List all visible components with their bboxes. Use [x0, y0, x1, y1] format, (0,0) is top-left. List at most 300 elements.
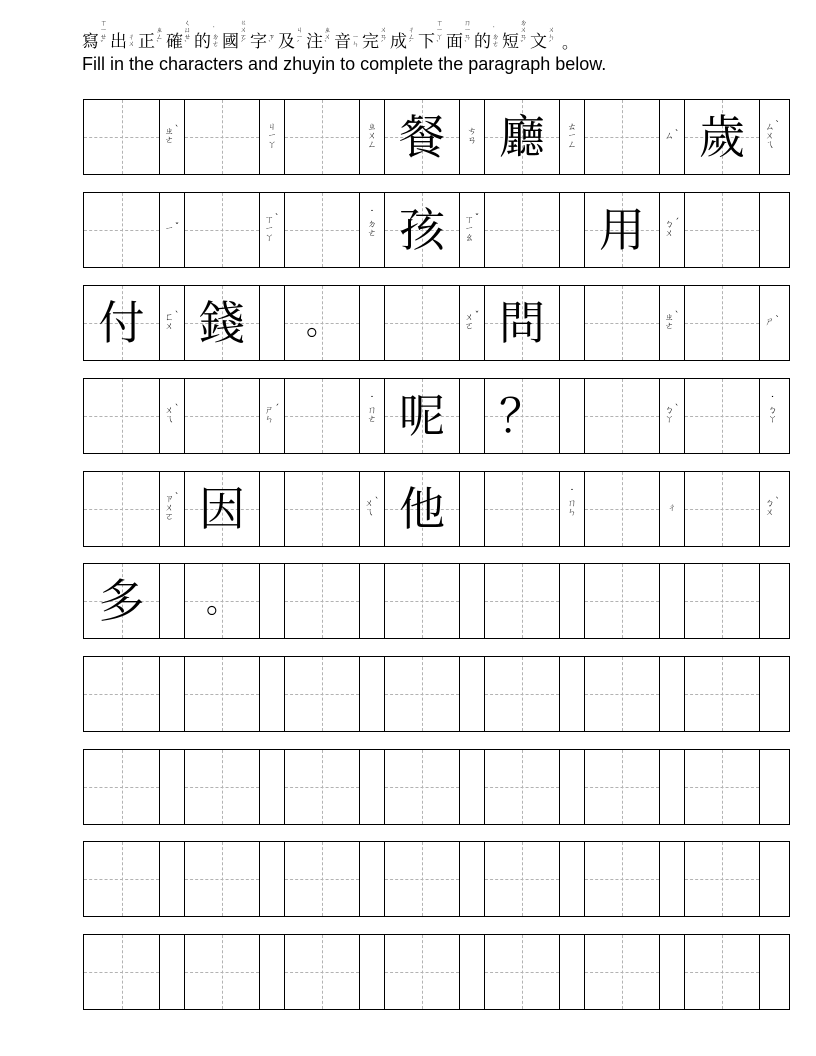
- instruction-zhuyin: ㄍㄨㄛˊ: [240, 19, 247, 48]
- zhuyin-box[interactable]: [660, 842, 685, 916]
- instruction-glyph: [82, 20, 110, 52]
- worksheet-row: [83, 749, 790, 825]
- instruction-zhuyin: ˙ㄉㄜ: [492, 26, 499, 48]
- zhuyin-box[interactable]: [560, 193, 585, 267]
- instruction-glyph: [306, 27, 334, 52]
- zhuyin-box[interactable]: [160, 193, 185, 267]
- instruction-zhuyin: ㄨㄢˊ: [380, 26, 387, 48]
- zhuyin-box[interactable]: [660, 379, 685, 453]
- character-box[interactable]: [84, 564, 160, 638]
- character-unit: [485, 193, 585, 267]
- character-unit: [385, 657, 485, 731]
- character-text: 。: [305, 304, 338, 342]
- character-unit: [685, 842, 785, 916]
- character-text: 。: [205, 582, 238, 620]
- zhuyin-box[interactable]: [360, 564, 385, 638]
- instruction-glyph: [110, 33, 138, 52]
- instruction-glyph: [222, 20, 250, 52]
- character-unit: [285, 935, 385, 1009]
- character-unit: [185, 193, 285, 267]
- zhuyin-box[interactable]: [560, 472, 585, 546]
- character-box[interactable]: [385, 286, 460, 360]
- instruction-zhuyin: ㄒㄧㄝˇ: [100, 19, 107, 48]
- zhuyin-box[interactable]: [160, 564, 185, 638]
- character-unit: [84, 750, 185, 824]
- zhuyin-box[interactable]: [760, 842, 785, 916]
- character-text: 用: [599, 203, 645, 257]
- instruction-en: Fill in the characters and zhuyin to complete the paragraph below.: [82, 54, 607, 74]
- instruction-char: 短: [502, 32, 519, 52]
- zhuyin-box[interactable]: [360, 472, 385, 546]
- instruction-glyph: [418, 20, 446, 52]
- character-unit: [185, 935, 285, 1009]
- worksheet-row: [83, 934, 790, 1010]
- zhuyin-text: ㄔ: [667, 503, 677, 514]
- character-unit: [285, 842, 385, 916]
- zhuyin-box[interactable]: [160, 657, 185, 731]
- character-text: 孩: [399, 203, 445, 257]
- character-box[interactable]: [585, 472, 660, 546]
- instruction-char: 面: [446, 32, 463, 52]
- instruction-char: 下: [418, 32, 435, 52]
- character-box[interactable]: [585, 657, 660, 731]
- character-text: 多: [98, 574, 145, 628]
- zhuyin-box[interactable]: [460, 657, 485, 731]
- character-box[interactable]: [585, 935, 660, 1009]
- character-unit: [685, 935, 785, 1009]
- zhuyin-box[interactable]: [260, 935, 285, 1009]
- character-box[interactable]: [84, 379, 160, 453]
- character-unit: [385, 193, 485, 267]
- zhuyin-box[interactable]: [360, 750, 385, 824]
- character-unit: [285, 472, 385, 546]
- instruction-zhuyin: ㄔㄥˊ: [408, 26, 415, 48]
- zhuyin-box[interactable]: [660, 100, 685, 174]
- character-box[interactable]: [685, 286, 760, 360]
- character-box[interactable]: [285, 842, 360, 916]
- character-unit: [585, 842, 685, 916]
- worksheet-row: [83, 99, 790, 175]
- zhuyin-text: ㄊ ㄧ ㄥ: [567, 122, 577, 151]
- character-box[interactable]: [485, 193, 560, 267]
- character-unit: [585, 379, 685, 453]
- character-unit: [185, 564, 285, 638]
- worksheet-row: [83, 471, 790, 547]
- instruction-char: 音: [334, 32, 351, 52]
- character-box[interactable]: [385, 935, 460, 1009]
- character-unit: [185, 472, 285, 546]
- character-box[interactable]: [185, 564, 260, 638]
- character-box[interactable]: [385, 564, 460, 638]
- zhuyin-box[interactable]: [560, 657, 585, 731]
- zhuyin-text: ㄒ ㄧ ㄚ ˋ: [264, 213, 280, 244]
- character-box[interactable]: [185, 842, 260, 916]
- zhuyin-box[interactable]: [260, 379, 285, 453]
- character-unit: [84, 842, 185, 916]
- zhuyin-text: ㄈ ㄨ ˋ: [164, 311, 180, 332]
- character-box[interactable]: [685, 935, 760, 1009]
- character-unit: [485, 657, 585, 731]
- character-unit: [585, 657, 685, 731]
- instruction-char: 出: [110, 32, 127, 52]
- zhuyin-text: ㄅ ㄚ ˋ: [664, 404, 680, 425]
- zhuyin-box[interactable]: [760, 564, 785, 638]
- character-unit: [585, 286, 685, 360]
- character-box[interactable]: [385, 379, 460, 453]
- character-unit: [485, 564, 585, 638]
- zhuyin-box[interactable]: [160, 935, 185, 1009]
- zhuyin-box[interactable]: [560, 750, 585, 824]
- zhuyin-box[interactable]: [460, 286, 485, 360]
- zhuyin-text: ㄨ ㄟ ˋ: [164, 404, 180, 425]
- instruction-zhuyin: ㄒㄧㄚˋ: [436, 19, 443, 48]
- character-text: 餐: [399, 110, 445, 164]
- instruction-glyph: [390, 27, 418, 52]
- character-box[interactable]: [685, 750, 760, 824]
- character-unit: [285, 193, 385, 267]
- character-unit: [485, 286, 585, 360]
- instruction-char: 的: [194, 32, 211, 52]
- zhuyin-text: ㄓ ㄜ ˋ: [164, 125, 180, 146]
- instruction-zhuyin: ˙ㄉㄜ: [212, 26, 219, 48]
- instruction-char: 國: [222, 32, 239, 52]
- instruction-glyph: [334, 33, 362, 52]
- zhuyin-box[interactable]: [360, 935, 385, 1009]
- zhuyin-box[interactable]: [260, 193, 285, 267]
- character-box[interactable]: [485, 750, 560, 824]
- character-unit: [84, 935, 185, 1009]
- zhuyin-box[interactable]: [660, 935, 685, 1009]
- zhuyin-box[interactable]: [360, 657, 385, 731]
- character-box[interactable]: [185, 472, 260, 546]
- character-unit: [84, 193, 185, 267]
- zhuyin-text: ㄅ ㄨ ˋ: [765, 497, 780, 518]
- zhuyin-text: ㄧ ˇ: [164, 222, 180, 235]
- character-unit: [185, 750, 285, 824]
- zhuyin-box[interactable]: [360, 100, 385, 174]
- character-unit: [84, 657, 185, 731]
- zhuyin-box[interactable]: [460, 842, 485, 916]
- instruction-zhuyin: ㄑㄩㄝˋ: [184, 19, 191, 48]
- instruction-zhuyin: ㄔㄨ: [128, 33, 135, 48]
- character-box[interactable]: [285, 193, 360, 267]
- character-box[interactable]: [84, 193, 160, 267]
- character-box[interactable]: [84, 472, 160, 546]
- character-box[interactable]: [485, 935, 560, 1009]
- character-box[interactable]: [585, 193, 660, 267]
- character-box[interactable]: [185, 193, 260, 267]
- character-box[interactable]: [185, 286, 260, 360]
- zhuyin-box[interactable]: [260, 286, 285, 360]
- instruction-end-mark: 。: [562, 33, 579, 52]
- character-box[interactable]: [485, 379, 560, 453]
- instruction-char: 成: [390, 32, 407, 52]
- character-box[interactable]: [685, 564, 760, 638]
- character-unit: [385, 935, 485, 1009]
- zhuyin-box[interactable]: [760, 193, 785, 267]
- character-unit: [285, 564, 385, 638]
- instruction-glyph: [138, 27, 166, 52]
- character-unit: [84, 564, 185, 638]
- character-unit: [285, 100, 385, 174]
- instruction-zhuyin: ㄉㄨㄢˇ: [520, 19, 527, 48]
- character-unit: [485, 750, 585, 824]
- character-unit: [285, 750, 385, 824]
- character-box[interactable]: [84, 286, 160, 360]
- character-box[interactable]: [585, 842, 660, 916]
- character-unit: [685, 193, 785, 267]
- character-unit: [84, 100, 185, 174]
- character-unit: [685, 657, 785, 731]
- character-unit: [385, 564, 485, 638]
- character-text: 歲: [699, 110, 745, 164]
- character-text: 廳: [499, 110, 545, 164]
- character-unit: [84, 379, 185, 453]
- character-box[interactable]: [485, 100, 560, 174]
- character-unit: [385, 750, 485, 824]
- instruction-glyph: [530, 27, 558, 52]
- character-box[interactable]: [185, 100, 260, 174]
- character-unit: [685, 564, 785, 638]
- zhuyin-text: ㄕ ㄣ ˊ: [264, 404, 280, 425]
- instruction-zhuyin: ㄓㄨˋ: [324, 26, 331, 48]
- character-unit: [185, 657, 285, 731]
- zhuyin-box[interactable]: [160, 750, 185, 824]
- instruction-zhuyin: ㄗˋ: [268, 33, 275, 48]
- zhuyin-text: ㄓ ㄜ ˋ: [664, 311, 680, 332]
- zhuyin-text: ˙ ㄇ ㄣ: [567, 489, 577, 518]
- character-unit: [385, 379, 485, 453]
- zhuyin-text: ㄗ ㄨ ㄛ ˋ: [164, 492, 180, 523]
- zhuyin-text: ㄐ ㄧ ㄚ: [267, 122, 277, 151]
- character-box[interactable]: [185, 750, 260, 824]
- character-box[interactable]: [385, 472, 460, 546]
- zhuyin-box[interactable]: [460, 100, 485, 174]
- zhuyin-text: ㄨ ㄟ ˋ: [364, 497, 380, 518]
- character-box[interactable]: [84, 935, 160, 1009]
- character-box[interactable]: [84, 100, 160, 174]
- character-box[interactable]: [585, 379, 660, 453]
- character-box[interactable]: [185, 657, 260, 731]
- zhuyin-box[interactable]: [460, 379, 485, 453]
- zhuyin-box[interactable]: [560, 935, 585, 1009]
- zhuyin-box[interactable]: [760, 379, 785, 453]
- character-unit: [685, 750, 785, 824]
- zhuyin-box[interactable]: [760, 657, 785, 731]
- worksheet-row: [83, 192, 790, 268]
- character-unit: [685, 472, 785, 546]
- zhuyin-box[interactable]: [160, 286, 185, 360]
- character-text: 呢: [399, 389, 445, 443]
- character-box[interactable]: [385, 657, 460, 731]
- zhuyin-box[interactable]: [660, 286, 685, 360]
- instruction-glyph: [446, 20, 474, 52]
- instruction-char: 寫: [82, 32, 99, 52]
- character-box[interactable]: [285, 100, 360, 174]
- zhuyin-box[interactable]: [560, 286, 585, 360]
- character-box[interactable]: [485, 657, 560, 731]
- zhuyin-box[interactable]: [160, 842, 185, 916]
- character-box[interactable]: [84, 750, 160, 824]
- character-box[interactable]: [485, 842, 560, 916]
- instruction-char: 文: [530, 32, 547, 52]
- instruction-zhuyin: ㄧㄣ: [352, 33, 359, 48]
- character-box[interactable]: [285, 286, 360, 360]
- zhuyin-box[interactable]: [660, 657, 685, 731]
- instruction-zh: [82, 19, 782, 52]
- character-box[interactable]: [84, 842, 160, 916]
- zhuyin-box[interactable]: [560, 842, 585, 916]
- character-box[interactable]: [585, 100, 660, 174]
- character-box[interactable]: [385, 100, 460, 174]
- character-unit: [585, 472, 685, 546]
- character-unit: [185, 100, 285, 174]
- instruction-glyph: [502, 20, 530, 52]
- character-unit: [285, 657, 385, 731]
- character-text: 錢: [199, 296, 245, 350]
- character-box[interactable]: [685, 842, 760, 916]
- instruction-char: 注: [306, 32, 323, 52]
- character-unit: [585, 564, 685, 638]
- character-box[interactable]: [485, 286, 560, 360]
- character-unit: [585, 750, 685, 824]
- instruction-glyph: [474, 27, 502, 52]
- instruction-zhuyin: ㄐㄧˊ: [296, 26, 303, 48]
- character-box[interactable]: [385, 193, 460, 267]
- zhuyin-box[interactable]: [660, 750, 685, 824]
- character-unit: [585, 193, 685, 267]
- character-box[interactable]: [685, 657, 760, 731]
- zhuyin-box[interactable]: [660, 564, 685, 638]
- zhuyin-box[interactable]: [460, 564, 485, 638]
- instruction-char: 的: [474, 32, 491, 52]
- character-text: 他: [399, 482, 445, 536]
- zhuyin-box[interactable]: [360, 193, 385, 267]
- zhuyin-box[interactable]: [260, 100, 285, 174]
- character-unit: [385, 286, 485, 360]
- zhuyin-text: ㄙ ˋ: [664, 129, 680, 142]
- instruction-zhuyin: ㄇㄧㄢˋ: [464, 19, 471, 48]
- character-box[interactable]: [185, 379, 260, 453]
- zhuyin-text: ㄘ ㄢ: [467, 127, 477, 146]
- zhuyin-box[interactable]: [760, 286, 785, 360]
- zhuyin-box[interactable]: [560, 564, 585, 638]
- zhuyin-box[interactable]: [360, 286, 385, 360]
- zhuyin-box[interactable]: [360, 842, 385, 916]
- zhuyin-box[interactable]: [260, 750, 285, 824]
- character-box[interactable]: [485, 472, 560, 546]
- character-box[interactable]: [285, 657, 360, 731]
- character-text: 因: [199, 482, 245, 536]
- character-unit: [385, 842, 485, 916]
- zhuyin-box[interactable]: [760, 935, 785, 1009]
- zhuyin-box[interactable]: [660, 472, 685, 546]
- character-box[interactable]: [84, 657, 160, 731]
- character-text: 付: [98, 296, 145, 350]
- character-unit: [185, 286, 285, 360]
- character-unit: [485, 100, 585, 174]
- zhuyin-text: ˙ ㄇ ㄜ: [367, 396, 377, 425]
- zhuyin-box[interactable]: [360, 379, 385, 453]
- zhuyin-box[interactable]: [760, 472, 785, 546]
- character-unit: [585, 935, 685, 1009]
- character-text: ？: [499, 389, 545, 443]
- character-box[interactable]: [185, 935, 260, 1009]
- zhuyin-box[interactable]: [160, 379, 185, 453]
- character-unit: [485, 935, 585, 1009]
- character-unit: [385, 100, 485, 174]
- zhuyin-text: ㄕ ˋ: [765, 315, 780, 328]
- worksheet-row: [83, 841, 790, 917]
- character-box[interactable]: [585, 750, 660, 824]
- zhuyin-text: ㄒ ㄧ ㄠ ˇ: [464, 213, 480, 244]
- zhuyin-box[interactable]: [260, 472, 285, 546]
- instruction-zhuyin: ㄨㄣˊ: [548, 26, 555, 48]
- zhuyin-box[interactable]: [260, 564, 285, 638]
- character-box[interactable]: [285, 472, 360, 546]
- character-box[interactable]: [685, 100, 760, 174]
- zhuyin-box[interactable]: [160, 100, 185, 174]
- character-box[interactable]: [385, 750, 460, 824]
- zhuyin-box[interactable]: [560, 379, 585, 453]
- zhuyin-box[interactable]: [160, 472, 185, 546]
- zhuyin-box[interactable]: [760, 750, 785, 824]
- instruction-header: [82, 19, 782, 75]
- worksheet-row: [83, 285, 790, 361]
- character-box[interactable]: [485, 564, 560, 638]
- character-unit: [285, 286, 385, 360]
- character-box[interactable]: [585, 286, 660, 360]
- character-unit: [485, 472, 585, 546]
- zhuyin-text: ㄨ ㄛ ˇ: [464, 311, 480, 332]
- character-unit: [385, 472, 485, 546]
- zhuyin-box[interactable]: [660, 193, 685, 267]
- character-unit: [685, 100, 785, 174]
- zhuyin-box[interactable]: [460, 472, 485, 546]
- zhuyin-box[interactable]: [260, 842, 285, 916]
- instruction-glyph: [278, 27, 306, 52]
- zhuyin-box[interactable]: [460, 935, 485, 1009]
- character-unit: [185, 842, 285, 916]
- character-box[interactable]: [685, 193, 760, 267]
- character-box[interactable]: [685, 472, 760, 546]
- character-unit: [685, 286, 785, 360]
- zhuyin-box[interactable]: [760, 100, 785, 174]
- zhuyin-box[interactable]: [260, 657, 285, 731]
- zhuyin-box[interactable]: [460, 193, 485, 267]
- character-box[interactable]: [385, 842, 460, 916]
- character-box[interactable]: [285, 750, 360, 824]
- character-box[interactable]: [285, 379, 360, 453]
- character-box[interactable]: [285, 935, 360, 1009]
- zhuyin-text: ㄙ ㄨ ㄟ ˋ: [765, 120, 780, 151]
- character-box[interactable]: [685, 379, 760, 453]
- character-text: 問: [499, 296, 545, 350]
- character-box[interactable]: [285, 564, 360, 638]
- character-box[interactable]: [585, 564, 660, 638]
- zhuyin-text: ㄅ ㄨ ˊ: [664, 218, 680, 239]
- character-unit: [685, 379, 785, 453]
- instruction-zhuyin: ㄓㄥˋ: [156, 26, 163, 48]
- worksheet-row: [83, 656, 790, 732]
- character-unit: [485, 379, 585, 453]
- instruction-glyph: [250, 33, 278, 52]
- zhuyin-box[interactable]: [460, 750, 485, 824]
- zhuyin-box[interactable]: [560, 100, 585, 174]
- zhuyin-text: ㄓ ㄨ ㄥ: [367, 122, 377, 151]
- instruction-char: 完: [362, 32, 379, 52]
- instruction-glyph: [362, 27, 390, 52]
